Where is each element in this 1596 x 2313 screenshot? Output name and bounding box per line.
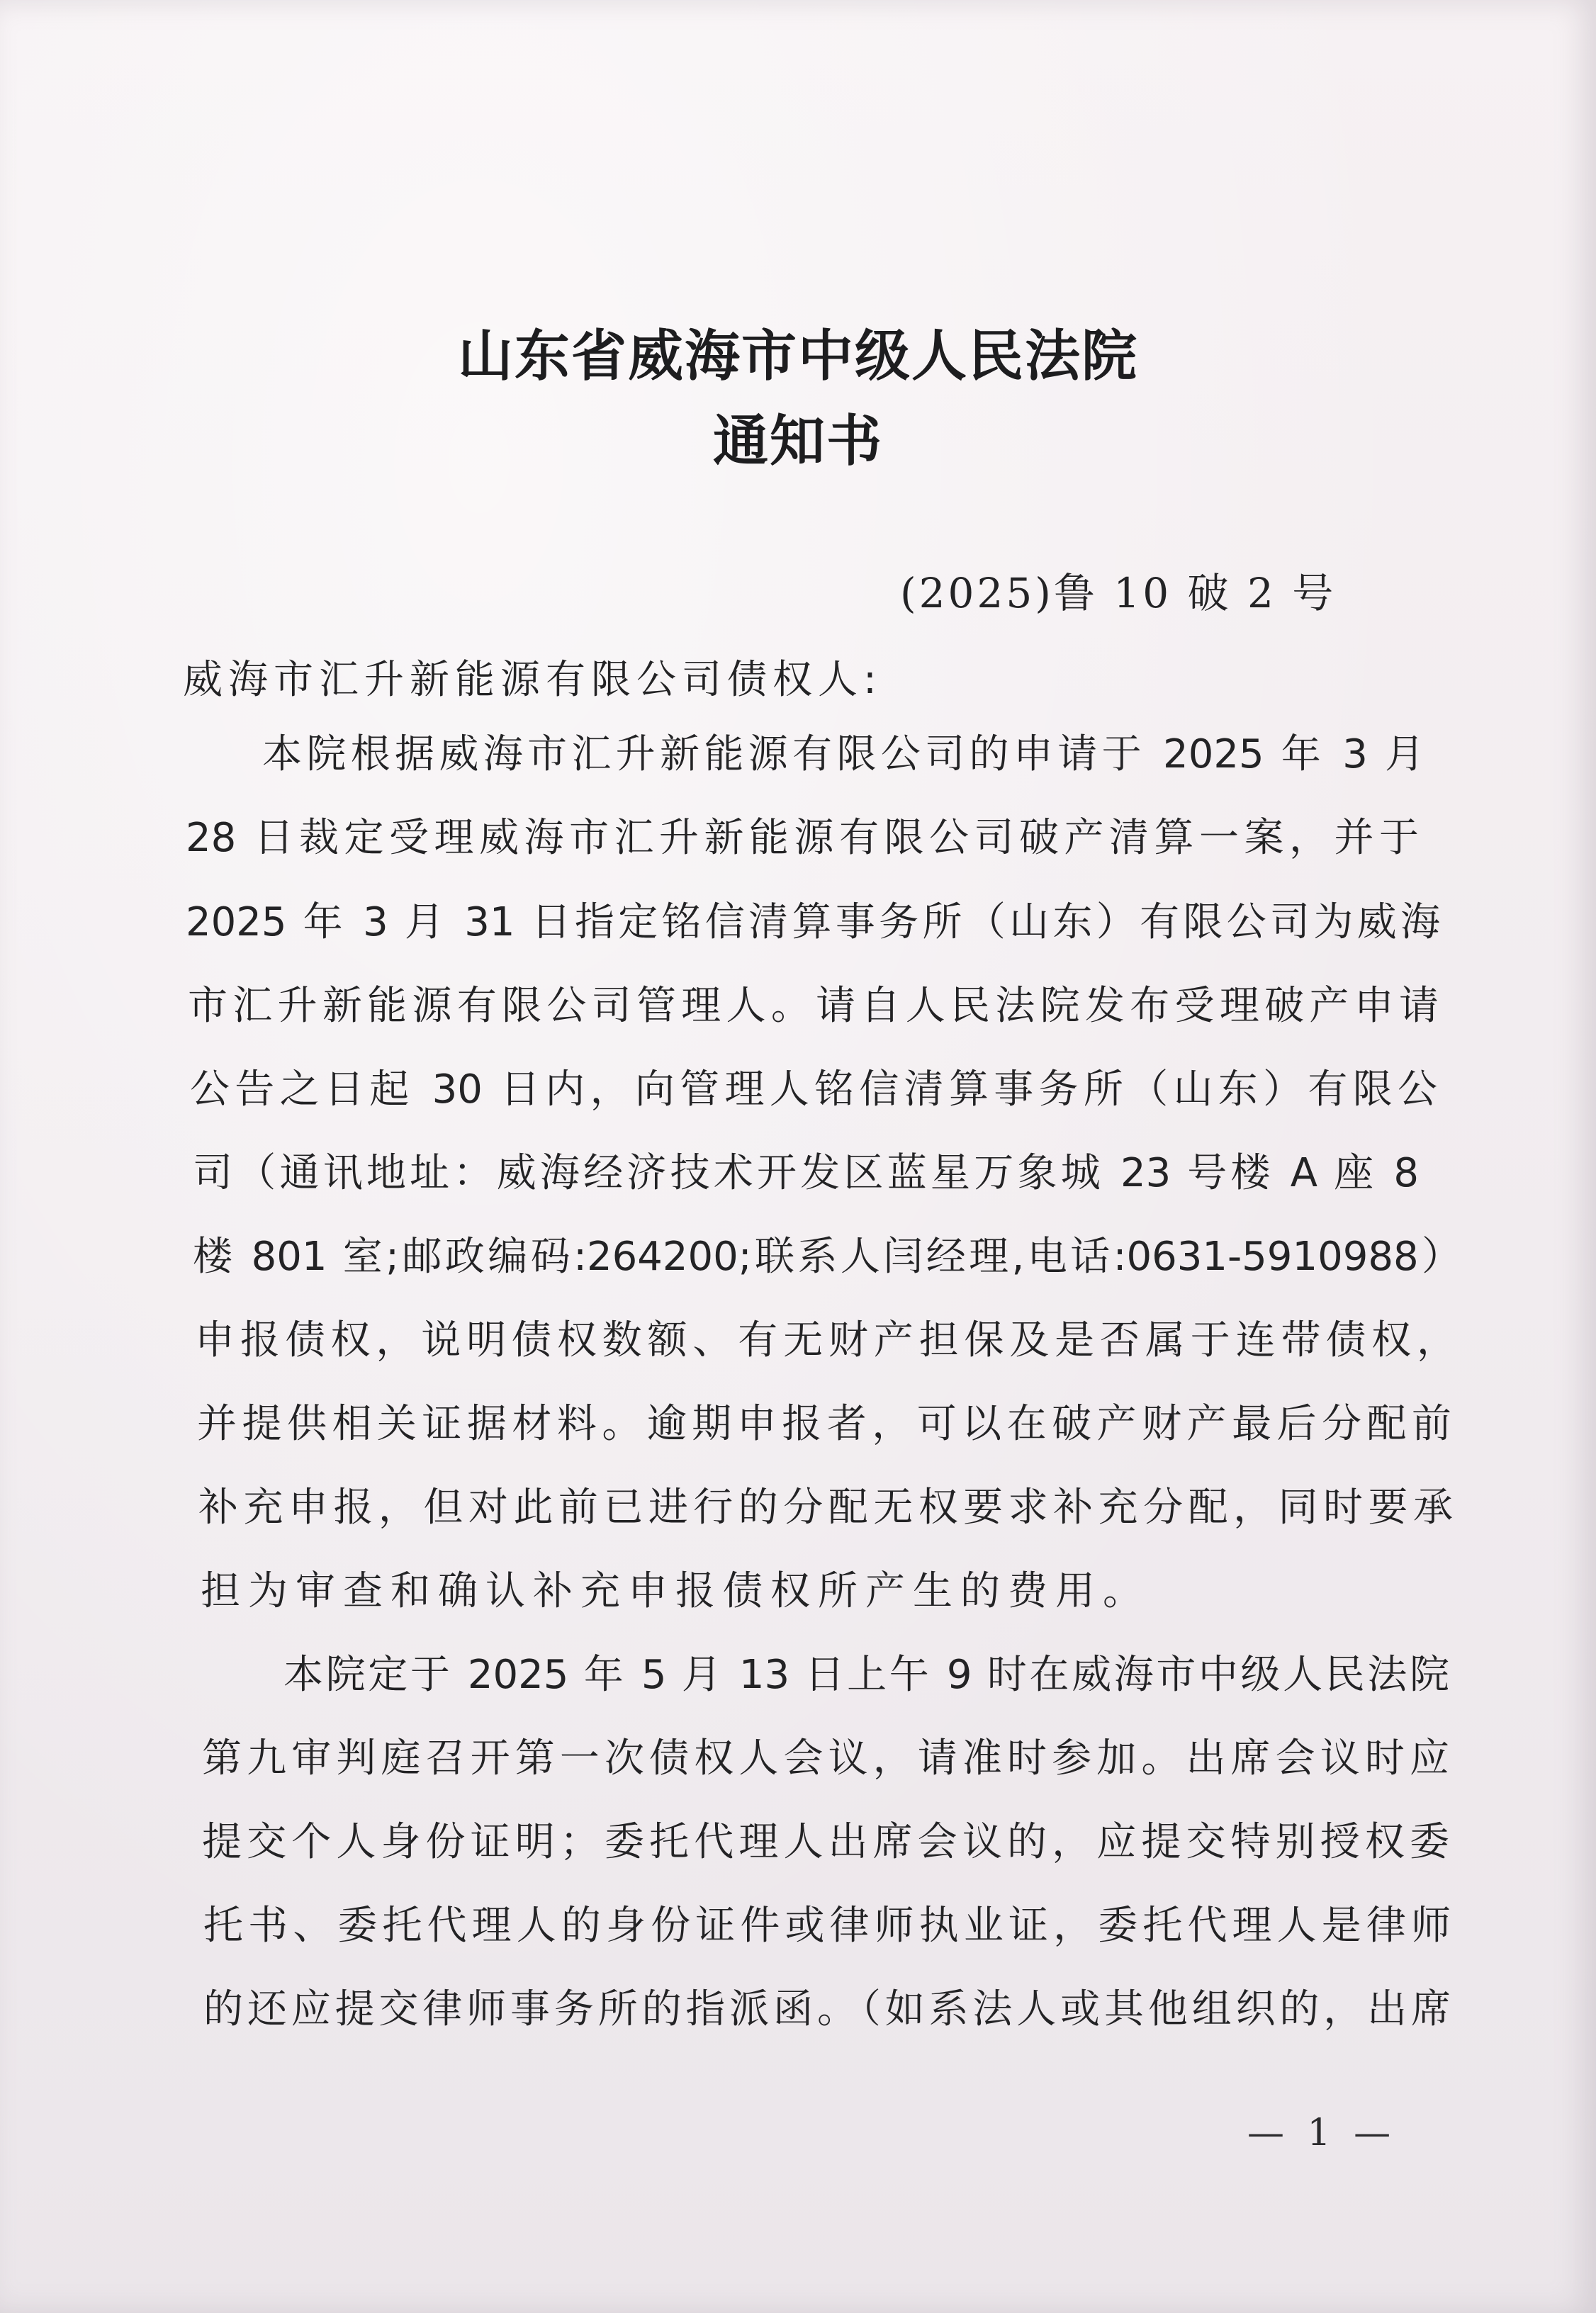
salutation: 威海市汇升新能源有限公司债权人: bbox=[183, 657, 882, 703]
body-line: 市汇升新能源有限公司管理人。请自人民法院发布受理破产申请 bbox=[188, 983, 1439, 1029]
body-line: 申报债权，说明债权数额、有无财产担保及是否属于连带债权， bbox=[195, 1317, 1456, 1363]
document-type-heading: 通知书 bbox=[712, 409, 883, 473]
body-line: 提交个人身份证明；委托代理人出席会议的，应提交特别授权委 bbox=[202, 1819, 1449, 1865]
body-line: 第九审判庭召开第一次债权人会议，请准时参加。出席会议时应 bbox=[202, 1735, 1449, 1782]
body-line: 担为审查和确认补充申报债权所产生的费用。 bbox=[201, 1568, 1150, 1614]
body-line: 楼 801 室;邮政编码:264200;联系人闫经理,电话:0631-5910988） bbox=[193, 1234, 1461, 1280]
body-line: 并提供相关证据材料。逾期申报者，可以在破产财产最后分配前 bbox=[197, 1401, 1451, 1447]
body-line: 的还应提交律师事务所的指派函。（如系法人或其他组织的，出席 bbox=[203, 1986, 1451, 2032]
body-line: 2025 年 3 月 31 日指定铭信清算事务所（山东）有限公司为威海 bbox=[186, 899, 1440, 945]
case-number: (2025)鲁 10 破 2 号 bbox=[900, 569, 1337, 617]
body-line: 补充申报，但对此前已进行的分配无权要求补充分配，同时要承 bbox=[198, 1485, 1453, 1531]
court-name-heading: 山东省威海市中级人民法院 bbox=[457, 324, 1138, 388]
body-line: 本院根据威海市汇升新能源有限公司的申请于 2025 年 3 月 bbox=[262, 731, 1424, 777]
body-line: 托书、委托代理人的身份证件或律师执业证，委托代理人是律师 bbox=[203, 1903, 1451, 1949]
body-line: 公告之日起 30 日内，向管理人铭信清算事务所（山东）有限公 bbox=[190, 1067, 1437, 1113]
page-number: — 1 — bbox=[1247, 2112, 1397, 2154]
body-line: 司（通讯地址：威海经济技术开发区蓝星万象城 23 号楼 A 座 8 bbox=[193, 1150, 1419, 1196]
body-line: 本院定于 2025 年 5 月 13 日上午 9 时在威海市中级人民法院 bbox=[283, 1652, 1449, 1698]
body-line: 28 日裁定受理威海市汇升新能源有限公司破产清算一案，并于 bbox=[186, 815, 1419, 861]
